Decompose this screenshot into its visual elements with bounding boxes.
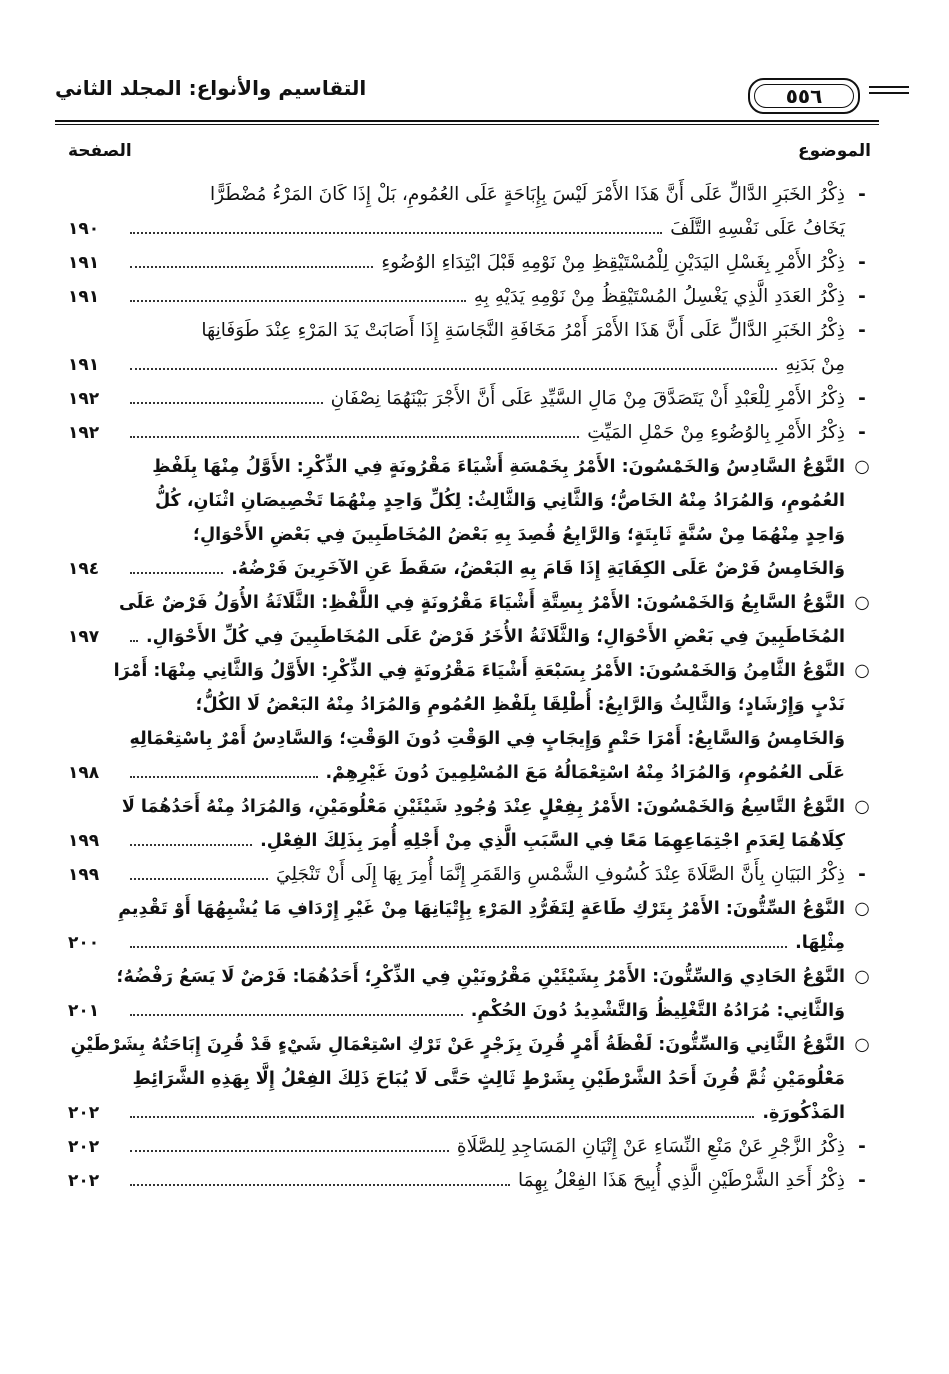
entry-text-line: ذِكْرُ أَحَدِ الشَّرْطَيْنِ الَّذِي أُبِيحَ هَذَا الفِعْلُ بِهِمَا xyxy=(517,1170,845,1191)
chapter-entry xyxy=(55,960,875,1028)
topic-entry xyxy=(55,314,875,382)
leader-dots xyxy=(130,232,662,234)
entry-text-line: ذِكْرُ العَدَدِ الَّذِي يَغْسِلُ المُسْتَيْقِظُ مِنْ نَوْمِهِ يَدَيْهِ بِهِ xyxy=(473,286,845,307)
leader-dots xyxy=(130,776,318,778)
entry-text-line: مَعْلُومَيْنِ ثُمَّ قُرِنَ أَحَدُ الشَّرْطَيْنِ بِشَرْطٍ ثَالِثٍ حَتَّى لَا يُبَاحَ ذَلِكَ الفِعْلُ إِلَّا بِهَذِهِ الشَّرَائِطِ xyxy=(132,1069,845,1089)
leader-dots xyxy=(130,402,323,404)
leader-dots xyxy=(130,1116,754,1118)
page-number: ٥٥٦ xyxy=(785,84,823,108)
topic-entry xyxy=(55,858,875,892)
page-ref: ١٩١ xyxy=(68,287,100,307)
entry-text-line: ذِكْرُ الزَّجْرِ عَنْ مَنْعِ النِّسَاءِ عَنْ إِتْيَانِ المَسَاجِدِ لِلصَّلَاةِ xyxy=(456,1136,845,1157)
chapter-entry xyxy=(55,450,875,586)
page-ref: ٢٠٢ xyxy=(68,1137,100,1157)
dash-bullet-icon: - xyxy=(858,388,866,409)
contents-list xyxy=(55,178,875,1198)
dash-bullet-icon: - xyxy=(858,422,866,443)
leader-dots xyxy=(130,300,466,302)
page-ref: ٢٠٠ xyxy=(68,933,100,953)
page-number-frame xyxy=(748,78,860,114)
dash-bullet-icon: - xyxy=(858,184,866,205)
circle-bullet-icon: ○ xyxy=(854,593,870,613)
entry-text-line: النَّوْعُ الثَّامِنُ وَالخَمْسُونَ: الأَمْرُ بِسَبْعَةِ أَشْيَاءَ مَقْرُونَةٍ فِي الذِّكْرِ: الأَوَّلُ وَالثَّانِي مِنْهَا: أَمْرَا xyxy=(113,661,845,681)
dash-bullet-icon: - xyxy=(858,1170,866,1191)
dash-bullet-icon: - xyxy=(858,286,866,307)
page-ref: ١٩٢ xyxy=(68,423,100,443)
page-ref: ١٩٠ xyxy=(68,219,100,239)
page-ref: ١٩٨ xyxy=(68,763,100,783)
page-ref: ١٩٤ xyxy=(68,559,100,579)
entry-text-line: ذِكْرُ الأَمْرِ بِالوُضُوءِ مِنْ حَمْلِ المَيِّتِ xyxy=(587,422,845,443)
dash-bullet-icon: - xyxy=(858,864,866,885)
page-ref: ١٩٩ xyxy=(68,831,100,851)
leader-dots xyxy=(130,368,777,370)
running-title: التقاسيم والأنواع: المجلد الثاني xyxy=(55,76,367,100)
topic-entry xyxy=(55,246,875,280)
page-ref: ١٩١ xyxy=(68,253,100,273)
entry-text-line: المَذْكُورَةِ. xyxy=(762,1103,845,1123)
entry-text-line: وَالثَّانِي: مُرَادُهُ التَّغْلِيظُ وَالتَّشْدِيدُ دُونَ الحُكْمِ. xyxy=(470,1001,845,1021)
chapter-entry xyxy=(55,1028,875,1130)
entry-text-line: النَّوْعُ السَّابِعُ وَالخَمْسُونَ: الأَمْرُ بِسِتَّةِ أَشْيَاءَ مَقْرُونَةٍ فِي اللَّفْظِ: الثَّلَاثَةُ الأُوَلُ فَرْضٌ عَلَى xyxy=(118,593,845,613)
entry-text-line: المُخَاطَبِينَ فِي بَعْضِ الأَحْوَالِ؛ وَالثَّلَاثَةُ الأُخَرُ فَرْضٌ عَلَى المُخَاطَبِينَ فِي كُلِّ الأَحْوَالِ. xyxy=(146,627,845,647)
dash-bullet-icon: - xyxy=(858,252,866,273)
page-ref: ٢٠٢ xyxy=(68,1103,100,1123)
entry-text-line: ذِكْرُ البَيَانِ بِأَنَّ الصَّلَاةَ عِنْدَ كُسُوفِ الشَّمْسِ وَالقَمَرِ إِنَّمَا أُمِرَ بِهَا إِلَى أَنْ تَنْجَلِيَ xyxy=(275,864,845,885)
entry-text-line: عَلَى العُمُومِ، وَالمُرَادُ مِنْهُ اسْتِعْمَالُهُ مَعَ المُسْلِمِينَ دُونَ غَيْرِهِمْ. xyxy=(325,763,845,783)
page-header xyxy=(55,70,879,130)
leader-dots xyxy=(130,640,138,642)
entry-text-line: النَّوْعُ الثَّانِي وَالسِّتُّونَ: لَفْظَةُ أَمْرٍ قُرِنَ بِزَجْرٍ عَنْ تَرْكِ اسْتِعْمَالِ شَيْءٍ قَدْ قُرِنَ إِبَاحَتُهُ بِشَرْطَيْنِ xyxy=(70,1035,845,1055)
header-ornament xyxy=(869,86,909,100)
entry-text-line: ذِكْرُ الأَمْرِ بِغَسْلِ اليَدَيْنِ لِلْمُسْتَيْقِظِ مِنْ نَوْمِهِ قَبْلَ ابْتِدَاءِ الوُضُوءِ xyxy=(381,252,845,273)
circle-bullet-icon: ○ xyxy=(854,797,870,817)
entry-text-line: كِلَاهُمَا لِعَدَمِ اجْتِمَاعِهِمَا مَعًا فِي السَّبَبِ الَّذِي مِنْ أَجْلِهِ أُمِرَ بِذَلِكَ الفِعْلِ. xyxy=(260,831,845,851)
entry-text-line: النَّوْعُ السَّادِسُ وَالخَمْسُونَ: الأَمْرُ بِخَمْسَةِ أَشْيَاءَ مَقْرُونَةٍ فِي الذِّكْرِ: الأَوَّلُ مِنْهَا بِلَفْظِ xyxy=(152,457,845,477)
entry-text-line: ذِكْرُ الأَمْرِ لِلْعَبْدِ أَنْ يَتَصَدَّقَ مِنْ مَالِ السَّيِّدِ عَلَى أَنَّ الأَجْرَ بَيْنَهُمَا نِصْفَانِ xyxy=(330,388,845,409)
page-ref: ١٩٩ xyxy=(68,865,100,885)
column-head-topic: الموضوع xyxy=(798,141,871,161)
entry-text-line: نَدْبٍ وَإِرْشَادٍ؛ وَالثَّالِثُ وَالرَّابِعُ: أُطْلِقَا بِلَفْظِ العُمُومِ وَالمُرَادُ مِنْهُ البَعْضُ لَا الكُلُّ؛ xyxy=(195,695,845,715)
header-rule xyxy=(55,120,879,122)
circle-bullet-icon: ○ xyxy=(854,899,870,919)
entry-text-line: ذِكْرُ الخَبَرِ الدَّالِّ عَلَى أَنَّ هَذَا الأَمْرَ لَيْسَ بِإِبَاحَةٍ عَلَى العُمُومِ، بَلْ إِذَا كَانَ المَرْءُ مُضْطَرًّا xyxy=(209,184,845,205)
chapter-entry xyxy=(55,790,875,858)
leader-dots xyxy=(130,946,787,948)
page-ref: ١٩١ xyxy=(68,355,100,375)
page-ref: ٢٠١ xyxy=(68,1001,100,1021)
topic-entry xyxy=(55,1130,875,1164)
circle-bullet-icon: ○ xyxy=(854,1035,870,1055)
entry-text-line: النَّوْعُ التَّاسِعُ وَالخَمْسُونَ: الأَمْرُ بِفِعْلٍ عِنْدَ وُجُودِ شَيْئَيْنِ مَعْلُومَيْنِ، وَالمُرَادُ مِنْهُ أَحَدُهُمَا لَا xyxy=(121,797,845,817)
entry-text-line: وَالخَامِسُ وَالسَّابِعُ: أَمْرَا حَتْمٍ وَإِيجَابٍ فِي الوَقْتِ دُونَ الوَقْتِ؛ وَالسَّادِسُ أَمْرٌ بِاسْتِعْمَالِهِ xyxy=(129,729,845,749)
entry-text-line: يَخَافُ عَلَى نَفْسِهِ التَّلَفَ xyxy=(670,218,845,239)
leader-dots xyxy=(130,878,268,880)
page-ref: ١٩٢ xyxy=(68,389,100,409)
dash-bullet-icon: - xyxy=(858,1136,866,1157)
topic-entry xyxy=(55,1164,875,1198)
circle-bullet-icon: ○ xyxy=(854,967,870,987)
entry-text-line: وَاحِدٍ مِنْهُمَا مِنْ سُنَّةٍ ثَابِتَةٍ؛ وَالرَّابِعُ قُصِدَ بِهِ بَعْضُ المُخَاطَبِينَ فِي بَعْضِ الأَحْوَالِ؛ xyxy=(192,525,845,545)
entry-text-line: وَالخَامِسُ فَرْضٌ عَلَى الكِفَايَةِ إِذَا قَامَ بِهِ البَعْضُ، سَقَطَ عَنِ الآخَرِينَ فَرْضُهُ. xyxy=(231,559,845,579)
topic-entry xyxy=(55,280,875,314)
entry-text-line: النَّوْعُ الحَادِي وَالسِّتُّونَ: الأَمْرُ بِشَيْئَيْنِ مَقْرُونَيْنِ فِي الذِّكْرِ؛ أَحَدُهُمَا: فَرْضٌ لَا يَسَعُ رَفْضُهُ؛ xyxy=(116,967,845,987)
leader-dots xyxy=(130,1150,449,1152)
entry-text-line: ذِكْرُ الخَبَرِ الدَّالِّ عَلَى أَنَّ هَذَا الأَمْرَ أَمْرُ مَخَافَةِ النَّجَاسَةِ إِذَا أَصَابَتْ يَدَ المَرْءِ عِنْدَ طَوَفَانِهَا xyxy=(201,320,845,341)
page-ref: ٢٠٢ xyxy=(68,1171,100,1191)
circle-bullet-icon: ○ xyxy=(854,661,870,681)
page-ref: ١٩٧ xyxy=(68,627,100,647)
circle-bullet-icon: ○ xyxy=(854,457,870,477)
entry-text-line: مِثْلِهَا. xyxy=(795,933,845,953)
leader-dots xyxy=(130,1014,463,1016)
header-rule-thin xyxy=(55,124,879,125)
leader-dots xyxy=(130,572,223,574)
topic-entry xyxy=(55,178,875,246)
dash-bullet-icon: - xyxy=(858,320,866,341)
chapter-entry xyxy=(55,892,875,960)
leader-dots xyxy=(130,266,373,268)
chapter-entry xyxy=(55,654,875,790)
leader-dots xyxy=(130,1184,510,1186)
entry-text-line: النَّوْعُ السِّتُّونَ: الأَمْرُ بِتَرْكِ طَاعَةٍ لِتَفَرُّدِ المَرْءِ بِإِتْيَانِهَا مِنْ غَيْرِ إِرْدَافِ مَا يُشْبِهُهَا أَوْ تَقْدِيمِ xyxy=(118,899,845,919)
topic-entry xyxy=(55,416,875,450)
chapter-entry xyxy=(55,586,875,654)
entry-text-line: العُمُومِ، وَالمُرَادُ مِنْهُ الخَاصُّ؛ وَالثَّانِي وَالثَّالِثُ: لِكُلِّ وَاحِدٍ مِنْهُمَا تَخْصِيصَانِ اثْنَانِ، كُلُّ xyxy=(154,491,845,511)
leader-dots xyxy=(130,436,579,438)
entry-text-line: مِنْ بَدَنِهِ xyxy=(785,354,845,375)
leader-dots xyxy=(130,844,252,846)
topic-entry xyxy=(55,382,875,416)
column-head-page: الصفحة xyxy=(68,141,132,161)
